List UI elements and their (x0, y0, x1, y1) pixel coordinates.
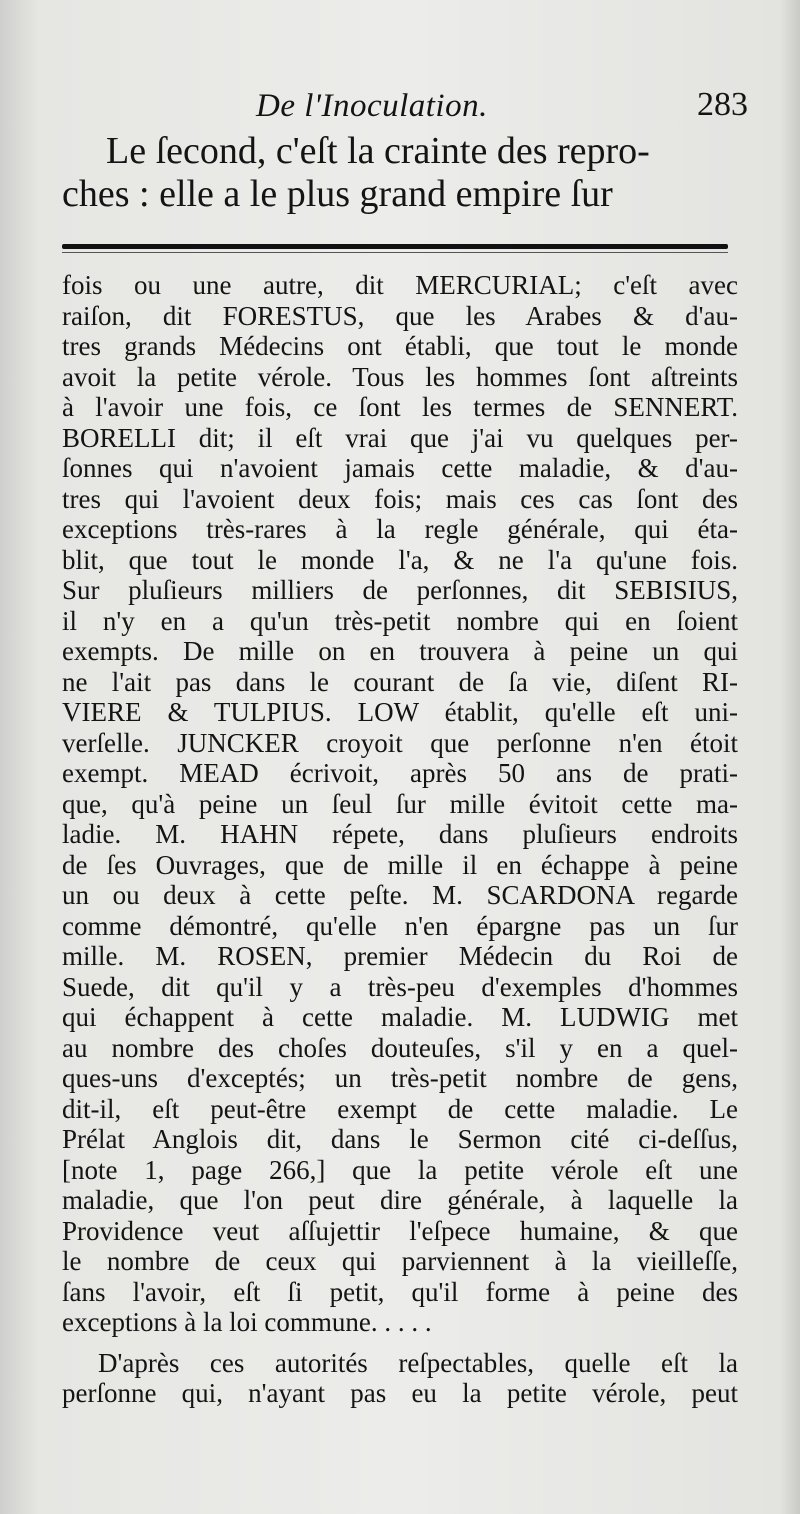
text-line: il n'y en a qu'un très-petit nombre qui en ſoient (62, 605, 738, 636)
footnote-separator-rule (62, 244, 728, 249)
text-line: un ou deux à cette peſte. M. SCARDONA regarde (62, 880, 738, 910)
text-line: ne l'ait pas dans le courant de ſa vie, diſent RI- (62, 666, 738, 697)
text-line: au nombre des choſes douteuſes, s'il y en a quel- (62, 1032, 738, 1063)
text-line: le nombre de ceux qui parviennent à la vieilleſſe, (62, 1246, 738, 1276)
text-line: verſelle. JUNCKER croyoit que perſonne n'en étoit (62, 727, 738, 758)
text-line: Providence veut aſſujettir l'eſpece humaine, & que (62, 1215, 738, 1246)
text-line: BORELLI dit; il eſt vrai que j'ai vu quelques per- (62, 422, 738, 453)
text-line: perſonne qui, n'ayant pas eu la petite vérole, peut (62, 1378, 738, 1408)
text-line: Sur pluſieurs milliers de perſonnes, dit SEBISIUS, (62, 575, 738, 605)
text-line: comme démontré, qu'elle n'en épargne pas un ſur (62, 910, 738, 941)
text-line: exceptions très-rares à la regle générale, qui éta- (62, 514, 738, 544)
text-line: exempts. De mille on en trouvera à peine un qui (62, 636, 738, 666)
text-line: à l'avoir une fois, ce ſont les termes de SENNERT. (62, 392, 738, 422)
text-line: Le ſecond, c'eſt la crainte des repro- (106, 130, 650, 172)
page-number: 283 (697, 86, 748, 123)
text-line: Prélat Anglois dit, dans le Sermon cité ci-deſſus, (62, 1124, 738, 1154)
text-line: tres grands Médecins ont établi, que tout le monde (62, 331, 738, 361)
text-line: exempt. MEAD écrivoit, après 50 ans de prati- (62, 758, 738, 788)
text-line: tres qui l'avoient deux fois; mais ces cas ſont des (62, 483, 738, 514)
text-line: VIERE & TULPIUS. LOW établit, qu'elle eſt uni- (62, 697, 738, 727)
text-line: ches : elle a le plus grand empire ſur (62, 173, 613, 215)
text-line: [note 1, page 266,] que la petite vérole eſt une (62, 1154, 738, 1185)
continued-text-block (62, 130, 736, 216)
text-line: ques-uns d'exceptés; un très-petit nombre de gens, (62, 1063, 738, 1093)
running-head: De l'Inoculation. (256, 88, 488, 124)
text-line: exceptions à la loi commune. . . . . (62, 1307, 432, 1337)
text-line: ſonnes qui n'avoient jamais cette maladie, & d'au- (62, 453, 738, 483)
text-line: mille. M. ROSEN, premier Médecin du Roi de (62, 941, 738, 971)
page-header (60, 88, 770, 128)
text-line: dit-il, eſt peut-être exempt de cette maladie. Le (62, 1093, 738, 1124)
text-line: Suede, dit qu'il y a très-peu d'exemples d'hommes (62, 971, 738, 1002)
text-line: blit, que tout le monde l'a, & ne l'a qu'une fois. (62, 544, 738, 575)
text-line: de ſes Ouvrages, que de mille il en échappe à peine (62, 849, 738, 880)
footnote-body (62, 270, 738, 1409)
text-line: qui échappent à cette maladie. M. LUDWIG met (62, 1002, 738, 1032)
text-line: maladie, que l'on peut dire générale, à laquelle la (62, 1185, 738, 1215)
text-line: avoit la petite vérole. Tous les hommes ſont aſtreints (62, 361, 738, 392)
text-line: D'après ces autorités reſpectables, quelle eſt la (98, 1347, 738, 1378)
text-line: ſans l'avoir, eſt ſi petit, qu'il forme à peine des (62, 1276, 738, 1307)
text-line: raiſon, dit FORESTUS, que les Arabes & d'au- (62, 300, 738, 331)
text-line: fois ou une autre, dit MERCURIAL; c'eſt avec (62, 270, 738, 300)
text-line: que, qu'à peine un ſeul ſur mille évitoit cette ma- (62, 788, 738, 819)
text-line: ladie. M. HAHN répete, dans pluſieurs endroits (62, 819, 738, 849)
